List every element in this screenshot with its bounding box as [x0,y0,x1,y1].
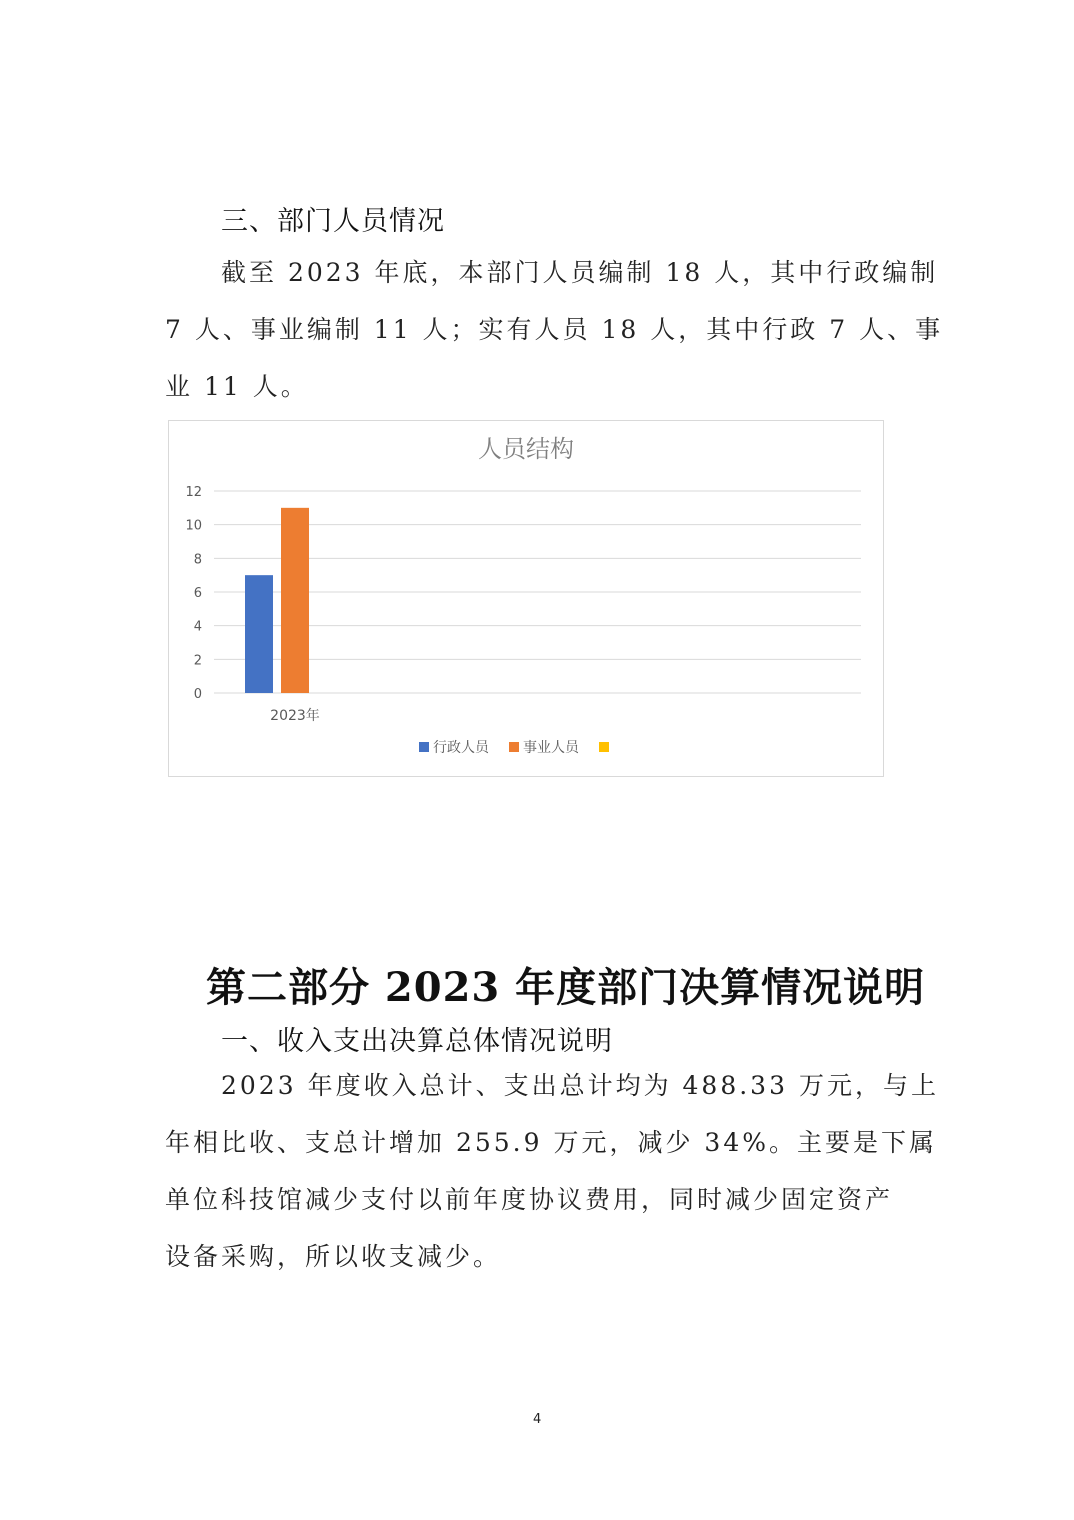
paragraph-line: 2023 年度收入总计、支出总计均为 488.33 万元，与上 [221,1071,939,1100]
y-tick-label: 12 [185,485,202,500]
section-heading-personnel: 三、部门人员情况 [221,206,445,237]
chart-canvas [169,421,883,776]
legend-swatch [419,742,429,752]
y-tick-label: 2 [193,653,202,669]
chart-title: 人员结构 [478,435,574,463]
bar-行政人员 [245,575,273,693]
legend-swatch [599,742,609,752]
paragraph-line: 年相比收、支总计增加 255.9 万元，减少 34%。主要是下属 [165,1128,937,1157]
y-tick-label: 8 [193,552,202,568]
part-title: 第二部分 2023 年度部门决算情况说明 [206,964,926,1011]
x-tick-label: 2023年 [270,708,320,724]
y-tick-label: 6 [193,586,202,601]
personnel-structure-chart [168,420,884,777]
paragraph-line: 设备采购，所以收支减少。 [165,1242,502,1271]
y-tick-label: 10 [185,518,202,534]
legend-label: 事业人员 [523,740,579,756]
section-heading-income-expenditure: 一、收入支出决算总体情况说明 [221,1026,613,1057]
paragraph-line: 7 人、事业编制 11 人；实有人员 18 人，其中行政 7 人、事 [165,315,944,344]
paragraph-line: 业 11 人。 [165,372,309,401]
paragraph-line: 截至 2023 年底，本部门人员编制 18 人，其中行政编制 [221,258,939,287]
y-tick-label: 0 [193,687,202,702]
page-number: 4 [533,1412,542,1427]
y-tick-label: 4 [193,619,202,635]
income-expenditure-paragraph [165,1057,939,1285]
legend-label: 行政人员 [433,740,489,756]
paragraph-line: 单位科技馆减少支付以前年度协议费用，同时减少固定资产 [165,1185,894,1214]
bar-事业人员 [281,508,309,693]
legend-swatch [509,742,519,752]
personnel-paragraph [165,244,943,415]
